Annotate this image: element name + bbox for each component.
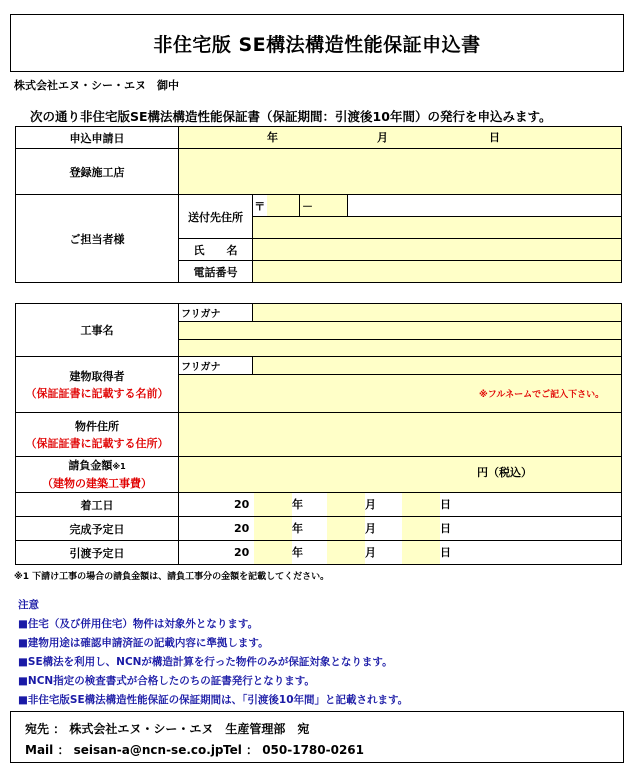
handover-day-unit: 日	[440, 546, 451, 559]
contact-tel: Tel ： 050-1780-0261	[223, 743, 365, 757]
phone-field[interactable]	[253, 261, 622, 283]
start-year-unit: 年	[292, 498, 303, 511]
applicant-table	[15, 126, 622, 283]
handover-century: 20	[234, 546, 250, 559]
postal-code-second[interactable]	[300, 195, 348, 217]
postal-dash: －	[302, 199, 313, 213]
postal-code-first[interactable]	[267, 195, 300, 217]
complete-month-input[interactable]	[327, 517, 365, 541]
complete-day-input[interactable]	[402, 517, 440, 541]
note-item: ■住宅（及び併用住宅）物件は対象外となります。	[18, 618, 259, 630]
owner-furigana-label: フリガナ	[179, 357, 253, 375]
addressee: 株式会社エヌ・シー・エヌ 御中	[14, 79, 179, 92]
complete-century: 20	[234, 522, 250, 535]
start-day-input[interactable]	[402, 493, 440, 517]
apply-day-unit: 日	[489, 131, 500, 144]
handover-month-input[interactable]	[327, 541, 365, 565]
property-address-field[interactable]	[179, 413, 622, 457]
note-item: ■SE構法を利用し、NCNが構造計算を行った物件のみが保証対象となります。	[18, 656, 393, 668]
address-field[interactable]	[253, 217, 622, 239]
owner-label-cell	[16, 357, 179, 413]
project-furigana-label: フリガナ	[179, 304, 253, 322]
form-title: 非住宅版 SE構法構造性能保証申込書	[10, 14, 624, 72]
handover-year-unit: 年	[292, 546, 303, 559]
handover-month-unit: 月	[365, 546, 376, 559]
address-label: 送付先住所	[179, 195, 253, 239]
amount-unit: 円（税込）	[477, 466, 532, 479]
handover-day-input[interactable]	[402, 541, 440, 565]
amount-note: （建物の建築工事費）	[42, 477, 152, 490]
notes-heading: 注意	[18, 599, 39, 611]
project-name-field[interactable]	[179, 322, 622, 340]
contractor-field[interactable]	[179, 149, 622, 195]
postal-blank	[348, 195, 622, 217]
project-name-label: 工事名	[16, 304, 179, 357]
contact-mail: Mail ： seisan-a@ncn-se.co.jp	[25, 743, 224, 757]
apply-date-label: 申込申請日	[16, 127, 179, 149]
handover-date-label: 引渡予定日	[16, 541, 179, 565]
contact-label: ご担当者様	[16, 195, 179, 283]
complete-date-field[interactable]	[179, 517, 622, 541]
property-label: 物件住所	[75, 419, 119, 433]
amount-label-cell	[16, 457, 179, 493]
start-month-input[interactable]	[327, 493, 365, 517]
contact-box	[10, 711, 624, 763]
owner-note: （保証証書に記載する名前）	[25, 386, 169, 400]
lead-sentence: 次の通り非住宅版SE構法構造性能保証書（保証期間：引渡後10年間）の発行を申込みます。	[30, 109, 552, 124]
project-furigana-field[interactable]	[253, 304, 622, 322]
note-item: ■NCN指定の検査書式が合格したのちの証書発行となります。	[18, 675, 315, 687]
start-day-unit: 日	[440, 498, 451, 511]
complete-month-unit: 月	[365, 522, 376, 535]
name-field[interactable]	[253, 239, 622, 261]
fullname-note: ※フルネームでご記入下さい。	[479, 390, 605, 400]
apply-month-unit: 月	[377, 131, 388, 144]
amount-label: 請負金額	[68, 459, 113, 472]
phone-label: 電話番号	[179, 261, 253, 283]
notes-section	[18, 596, 408, 710]
contractor-label: 登録施工店	[16, 149, 179, 195]
owner-name-field[interactable]	[179, 375, 622, 413]
contact-recipient: 宛先 ： 株式会社エヌ・シー・エヌ 生産管理部 宛	[25, 722, 310, 736]
note-item: ■建物用途は確認申請済証の記載内容に準拠します。	[18, 637, 269, 649]
handover-year-input[interactable]	[254, 541, 292, 565]
amount-field[interactable]	[179, 457, 622, 493]
apply-year-unit: 年	[267, 131, 278, 144]
start-month-unit: 月	[365, 498, 376, 511]
property-note: （保証証書に記載する住所）	[25, 436, 169, 450]
owner-furigana-field[interactable]	[253, 357, 622, 375]
amount-mark: ※1	[112, 462, 126, 471]
start-date-field[interactable]	[179, 493, 622, 517]
start-date-label: 着工日	[16, 493, 179, 517]
start-year-input[interactable]	[254, 493, 292, 517]
project-name-field-extra[interactable]	[179, 340, 622, 357]
complete-year-input[interactable]	[254, 517, 292, 541]
complete-date-label: 完成予定日	[16, 517, 179, 541]
handover-date-field[interactable]	[179, 541, 622, 565]
footnote: ※1 下請け工事の場合の請負金額は、請負工事分の金額を記載してください。	[14, 572, 330, 582]
complete-day-unit: 日	[440, 522, 451, 535]
complete-year-unit: 年	[292, 522, 303, 535]
postal-mark: 〒	[253, 195, 267, 217]
note-item: ■非住宅版SE構法構造性能保証の保証期間は、「引渡後10年間」と記載されます。	[18, 694, 409, 706]
start-century: 20	[234, 498, 250, 511]
property-label-cell	[16, 413, 179, 457]
name-label: 氏 名	[179, 239, 253, 261]
owner-label: 建物取得者	[69, 369, 125, 383]
apply-date-field[interactable]	[179, 127, 622, 149]
project-table	[15, 303, 622, 565]
